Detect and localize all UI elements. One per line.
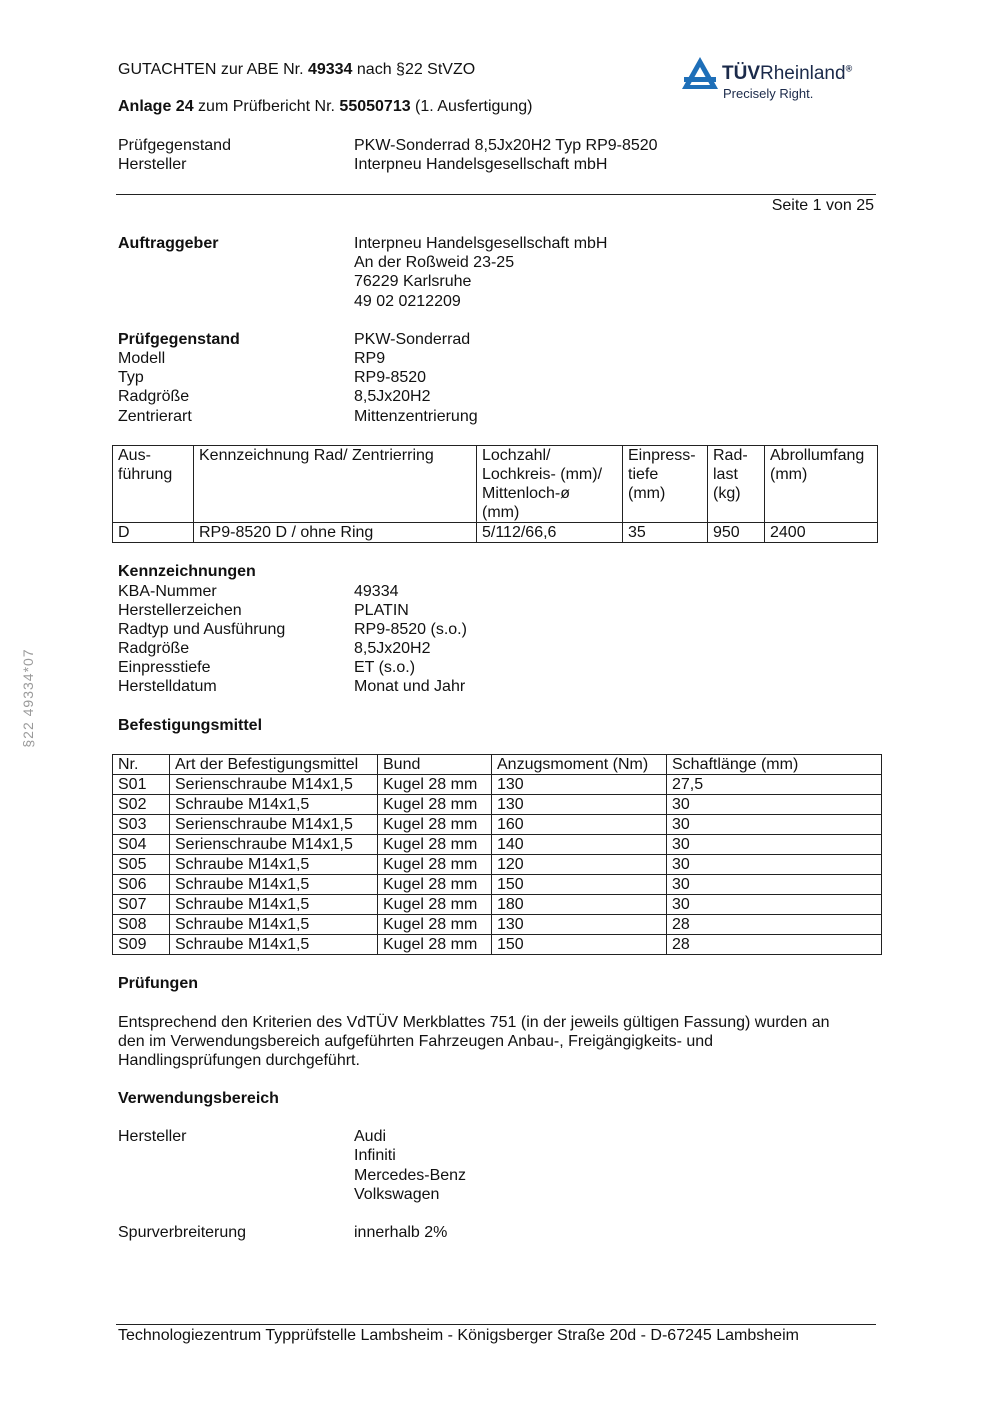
table-row xyxy=(113,795,882,815)
table-header-cell: Schaftlänge (mm) xyxy=(667,755,882,775)
kz-label: Herstelldatum xyxy=(118,678,217,695)
table-cell: Kugel 28 mm xyxy=(378,815,492,835)
table-header-row xyxy=(113,755,882,775)
page-number: Seite 1 von 25 xyxy=(771,197,874,214)
table-cell: 30 xyxy=(667,815,882,835)
table-cell: RP9-8520 D / ohne Ring xyxy=(194,523,477,543)
pruefungen-text: Handlingsprüfungen durchgeführt. xyxy=(118,1052,360,1069)
table-cell: 30 xyxy=(667,875,882,895)
kz-value: 49334 xyxy=(354,583,399,600)
table-row xyxy=(113,523,878,543)
table-header-cell: Kennzeichnung Rad/ Zentrierring xyxy=(194,446,477,523)
table-header-cell: Rad- last (kg) xyxy=(708,446,765,523)
spec-label: Radgröße xyxy=(118,388,190,405)
table-cell: 130 xyxy=(492,795,667,815)
table-cell: S03 xyxy=(113,815,170,835)
table-cell: S04 xyxy=(113,835,170,855)
document-subtitle: Anlage 24 zum Prüfbericht Nr. 55050713 (1. Ausfertigung) xyxy=(118,98,533,115)
table-cell: 150 xyxy=(492,935,667,955)
table-header-cell: Abrollumfang (mm) xyxy=(765,446,878,523)
document-title: GUTACHTEN zur ABE Nr. 49334 nach §22 StVZO xyxy=(118,61,476,78)
befestigung-title: Befestigungsmittel xyxy=(118,717,263,734)
table-cell: 2400 xyxy=(765,523,878,543)
table-row xyxy=(113,815,882,835)
table-cell: S08 xyxy=(113,915,170,935)
tuv-slogan: Precisely Right. xyxy=(723,86,814,101)
spec-value: RP9 xyxy=(354,350,386,367)
table-cell: 5/112/66,6 xyxy=(477,523,623,543)
table-cell: 130 xyxy=(492,775,667,795)
auftraggeber-line: 49 02 0212209 xyxy=(354,293,461,310)
header-label: Hersteller xyxy=(118,156,187,173)
spec-label: Typ xyxy=(118,369,144,386)
spec-value: RP9-8520 xyxy=(354,369,427,386)
verwendungsbereich-title: Verwendungsbereich xyxy=(118,1090,279,1107)
table-cell: Kugel 28 mm xyxy=(378,775,492,795)
table-cell: 130 xyxy=(492,915,667,935)
table-cell: S07 xyxy=(113,895,170,915)
table-cell: 28 xyxy=(667,915,882,935)
table-row xyxy=(113,875,882,895)
spec-label: Modell xyxy=(118,350,166,367)
kennzeichnungen-title: Kennzeichnungen xyxy=(118,563,256,580)
befestigung-table xyxy=(112,754,882,955)
table-cell: Kugel 28 mm xyxy=(378,875,492,895)
hersteller-item: Audi xyxy=(354,1128,387,1145)
table-cell: 30 xyxy=(667,855,882,875)
table-cell: Kugel 28 mm xyxy=(378,835,492,855)
table-cell: Kugel 28 mm xyxy=(378,915,492,935)
table-header-cell: Nr. xyxy=(113,755,170,775)
spur-label: Spurverbreiterung xyxy=(118,1224,247,1241)
header-value: PKW-Sonderrad 8,5Jx20H2 Typ RP9-8520 xyxy=(354,137,658,154)
spec-value: 8,5Jx20H2 xyxy=(354,388,431,405)
table-cell: Serienschraube M14x1,5 xyxy=(170,815,378,835)
header-divider xyxy=(116,194,876,195)
table-cell: 120 xyxy=(492,855,667,875)
table-header-cell: Einpress- tiefe (mm) xyxy=(623,446,708,523)
table-cell: Serienschraube M14x1,5 xyxy=(170,835,378,855)
table-row xyxy=(113,935,882,955)
kz-value: PLATIN xyxy=(354,602,409,619)
table-header-cell: Bund xyxy=(378,755,492,775)
pruefungen-text: Entsprechend den Kriterien des VdTÜV Merkblattes 751 (in der jeweils gültigen Fassung) wurden an xyxy=(118,1014,830,1031)
table-header-cell: Lochzahl/ Lochkreis- (mm)/ Mittenloch-ø (mm) xyxy=(477,446,623,523)
table-cell: S02 xyxy=(113,795,170,815)
table-cell: Serienschraube M14x1,5 xyxy=(170,775,378,795)
table-cell: Schraube M14x1,5 xyxy=(170,875,378,895)
table-cell: Schraube M14x1,5 xyxy=(170,855,378,875)
kz-value: ET (s.o.) xyxy=(354,659,416,676)
table-cell: Kugel 28 mm xyxy=(378,895,492,915)
table-cell: Kugel 28 mm xyxy=(378,795,492,815)
table-cell: 30 xyxy=(667,835,882,855)
table-cell: Kugel 28 mm xyxy=(378,935,492,955)
table-cell: Schraube M14x1,5 xyxy=(170,895,378,915)
hersteller-item: Infiniti xyxy=(354,1147,396,1164)
table-cell: 140 xyxy=(492,835,667,855)
table-cell: Schraube M14x1,5 xyxy=(170,915,378,935)
table-cell: 35 xyxy=(623,523,708,543)
table-header-row xyxy=(113,446,878,523)
kz-value: Monat und Jahr xyxy=(354,678,466,695)
kz-label: Herstellerzeichen xyxy=(118,602,242,619)
tuv-brand: TÜVRheinland® xyxy=(722,63,853,84)
kz-label: KBA-Nummer xyxy=(118,583,217,600)
table-cell: 950 xyxy=(708,523,765,543)
kz-label: Einpresstiefe xyxy=(118,659,211,676)
table-row xyxy=(113,835,882,855)
tuv-logo xyxy=(680,55,870,105)
auftraggeber-line: 76229 Karlsruhe xyxy=(354,273,472,290)
table-cell: S01 xyxy=(113,775,170,795)
kz-label: Radgröße xyxy=(118,640,190,657)
hersteller-item: Mercedes-Benz xyxy=(354,1167,467,1184)
auftraggeber-line: Interpneu Handelsgesellschaft mbH xyxy=(354,235,608,252)
table-row xyxy=(113,915,882,935)
auftraggeber-label: Auftraggeber xyxy=(118,235,219,252)
table-row xyxy=(113,855,882,875)
spur-value: innerhalb 2% xyxy=(354,1224,448,1241)
table-row xyxy=(113,895,882,915)
table-cell: S09 xyxy=(113,935,170,955)
table-cell: 30 xyxy=(667,795,882,815)
auftraggeber-line: An der Roßweid 23-25 xyxy=(354,254,515,271)
pruefungen-title: Prüfungen xyxy=(118,975,198,992)
pruefgegenstand-label: Prüfgegenstand xyxy=(118,331,240,348)
kz-value: 8,5Jx20H2 xyxy=(354,640,431,657)
table-cell: 28 xyxy=(667,935,882,955)
hersteller-item: Volkswagen xyxy=(354,1186,440,1203)
table-cell: Kugel 28 mm xyxy=(378,855,492,875)
spec-label: Zentrierart xyxy=(118,408,192,425)
footer-text: Technologiezentrum Typprüfstelle Lambsheim - Königsberger Straße 20d - D-67245 Lambsheim xyxy=(118,1327,799,1344)
header-value: Interpneu Handelsgesellschaft mbH xyxy=(354,156,608,173)
table-header-cell: Anzugsmoment (Nm) xyxy=(492,755,667,775)
table-cell: 160 xyxy=(492,815,667,835)
table-cell: Schraube M14x1,5 xyxy=(170,935,378,955)
table-row xyxy=(113,775,882,795)
spec-value: Mittenzentrierung xyxy=(354,408,478,425)
header-label: Prüfgegenstand xyxy=(118,137,231,154)
table-cell: D xyxy=(113,523,194,543)
table-cell: 27,5 xyxy=(667,775,882,795)
margin-stamp: §22 49334*07 xyxy=(20,648,36,748)
table-cell: S05 xyxy=(113,855,170,875)
hersteller-label: Hersteller xyxy=(118,1128,187,1145)
table-cell: 180 xyxy=(492,895,667,915)
kz-value: RP9-8520 (s.o.) xyxy=(354,621,467,638)
pruefungen-text: den im Verwendungsbereich aufgeführten Fahrzeugen Anbau-, Freigängigkeits- und xyxy=(118,1033,714,1050)
table-cell: 150 xyxy=(492,875,667,895)
tuv-triangle-icon xyxy=(680,55,720,91)
kz-label: Radtyp und Ausführung xyxy=(118,621,286,638)
table-cell: 30 xyxy=(667,895,882,915)
table-cell: S06 xyxy=(113,875,170,895)
wheel-table xyxy=(112,445,878,543)
footer-divider xyxy=(116,1324,876,1325)
table-header-cell: Art der Befestigungsmittel xyxy=(170,755,378,775)
table-header-cell: Aus- führung xyxy=(113,446,194,523)
pruefgegenstand-value: PKW-Sonderrad xyxy=(354,331,471,348)
table-cell: Schraube M14x1,5 xyxy=(170,795,378,815)
